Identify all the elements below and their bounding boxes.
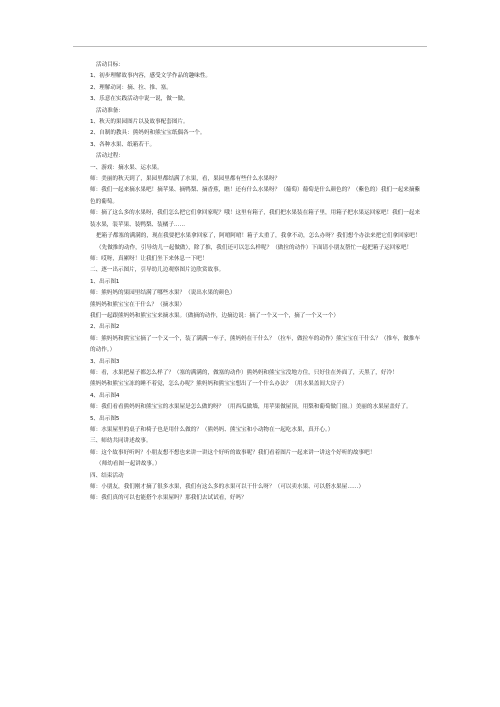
document-line: 二、逐一出示图片，引导幼儿边观察图片边欣赏故事。 xyxy=(90,267,225,274)
document-line: 师：熊妈妈和熊宝宝摘了一个又一个，装了满满一车子，熊妈妈在干什么？（拉车，做拉车的动作）熊宝宝在干什么？（推车，做推车的动作。） xyxy=(90,335,421,354)
document-line: 4、出示图4 xyxy=(90,392,120,399)
document-line: 师：摘了这么多的水果呀，我们怎么把它们拿回家呢？哦！这里有箱子，我们把水果装在箱子里，用箱子把水果运回家吧！我们一起来装水果，装苹果、装鸭梨、装橘子…… xyxy=(90,210,421,228)
document-line: 师：哎呀，真累呀！让我们坐下来休息一下吧！ xyxy=(90,255,208,262)
document-line: 师：我们一起来摘水果吧！摘苹果、摘鸭梨、摘香蕉，瞧！还有什么水果呀？（葡萄）葡萄是什么颜色的？（紫色的）我们一起来摘紫色的葡萄。 xyxy=(90,187,421,205)
document-line: 我们一起跟熊妈妈和熊宝宝来摘水果。（做摘的动作，边摘边说：摘了一个又一个，摘了一个又一个） xyxy=(90,312,339,319)
document-line: 师：小朋友，我们刚才摘了很多水果，我们有这么多的水果可以干什么呀？（可以卖水果、可以搭水果屋……） xyxy=(90,484,365,491)
document-line: 师：这个故事好听吗？小朋友想不想也来讲一讲这个好听的故事呢？我们看着图片一起来讲一讲这个好听的故事吧！ xyxy=(90,449,376,456)
document-line: 一、游戏：摘水果、运水果。 xyxy=(90,164,163,171)
document-line: 3、出示图3 xyxy=(90,358,120,365)
document-line: 2、自制的教具：熊妈妈和熊宝宝纸偶各一个。 xyxy=(90,130,206,137)
header-divider xyxy=(73,46,427,47)
document-line: 1、秋天的果园图片以及故事配套图片。 xyxy=(90,119,189,126)
document-line: 1、出示图1 xyxy=(90,278,120,285)
document-line: （先做推的动作，引导幼儿一起做做），除了推，我们还可以怎么样呢？（做拉的动作）下面请小朋友帮忙一起把箱子运回家吧！ xyxy=(96,244,413,251)
document-line: 3、乐意在实践活动中说一说，做一做。 xyxy=(90,96,189,103)
document-line: 5、出示图5 xyxy=(90,415,120,422)
document-line: 2、理解动词：摘、拉、推、塞。 xyxy=(90,84,172,91)
document-body xyxy=(90,60,422,505)
document-line: 师：水果屋里的桌子和椅子也是用什么做的？（熊妈妈、熊宝宝和小动物在一起吃水果，真开心。） xyxy=(90,427,334,433)
document-line: 三、师幼共同讲述故事。 xyxy=(90,438,152,445)
document-line: 把箱子都塞的满满的，现在我要把水果拿回家了，阿唷阿唷！箱子太重了，我拿不动，怎么办呀？我们想个办法来把它们拿回家吧！ xyxy=(96,233,421,240)
document-line: 3、各种水果、纸箱若干。 xyxy=(90,141,156,148)
document-line: 师：我们真的可以也能搭个水果屋吗？那我们去试试看，好吗？ xyxy=(90,495,247,502)
document-line: 熊妈妈和熊宝宝冻的睡不着觉，怎么办呢？熊妈妈和熊宝宝想出了一个什么办法？（用水果盖间大房子） xyxy=(90,381,348,388)
document-line: 师：看，水果把屋子都怎么样了？（塞的满满的，做塞的动作）熊妈妈和熊宝宝没地方住，只好住在外面了，天黑了，好冷！ xyxy=(90,369,398,376)
document-line: 2、出示图2 xyxy=(90,324,120,331)
document-line: 师：熊妈妈的果园里结满了哪些水果？（说出水果的颜色） xyxy=(90,290,236,297)
document-line: 师：美丽的秋天到了，果园里都结满了水果，看，果园里都有些什么水果呀？ xyxy=(90,176,281,183)
document-line: 四、结束活动 xyxy=(90,472,124,479)
document-line: 师：我们看看熊妈妈和熊宝宝的水果屋是怎么做的呀？（用西瓜做墙，用苹果做屋顶，用梨和葡萄做门窗。）美丽的水果屋盖好了。 xyxy=(90,404,412,411)
document-line: 熊妈妈和熊宝宝在干什么？（摘水果） xyxy=(90,301,186,308)
document-line: 活动准备： xyxy=(96,107,124,114)
document-line: （师幼看图一起讲故事。） xyxy=(96,461,161,468)
document-line: 活动目标： xyxy=(96,62,124,68)
document-line: 1、初步理解故事内容，感受文学作品的趣味性。 xyxy=(90,73,212,80)
document-line: 活动过程： xyxy=(96,153,124,160)
